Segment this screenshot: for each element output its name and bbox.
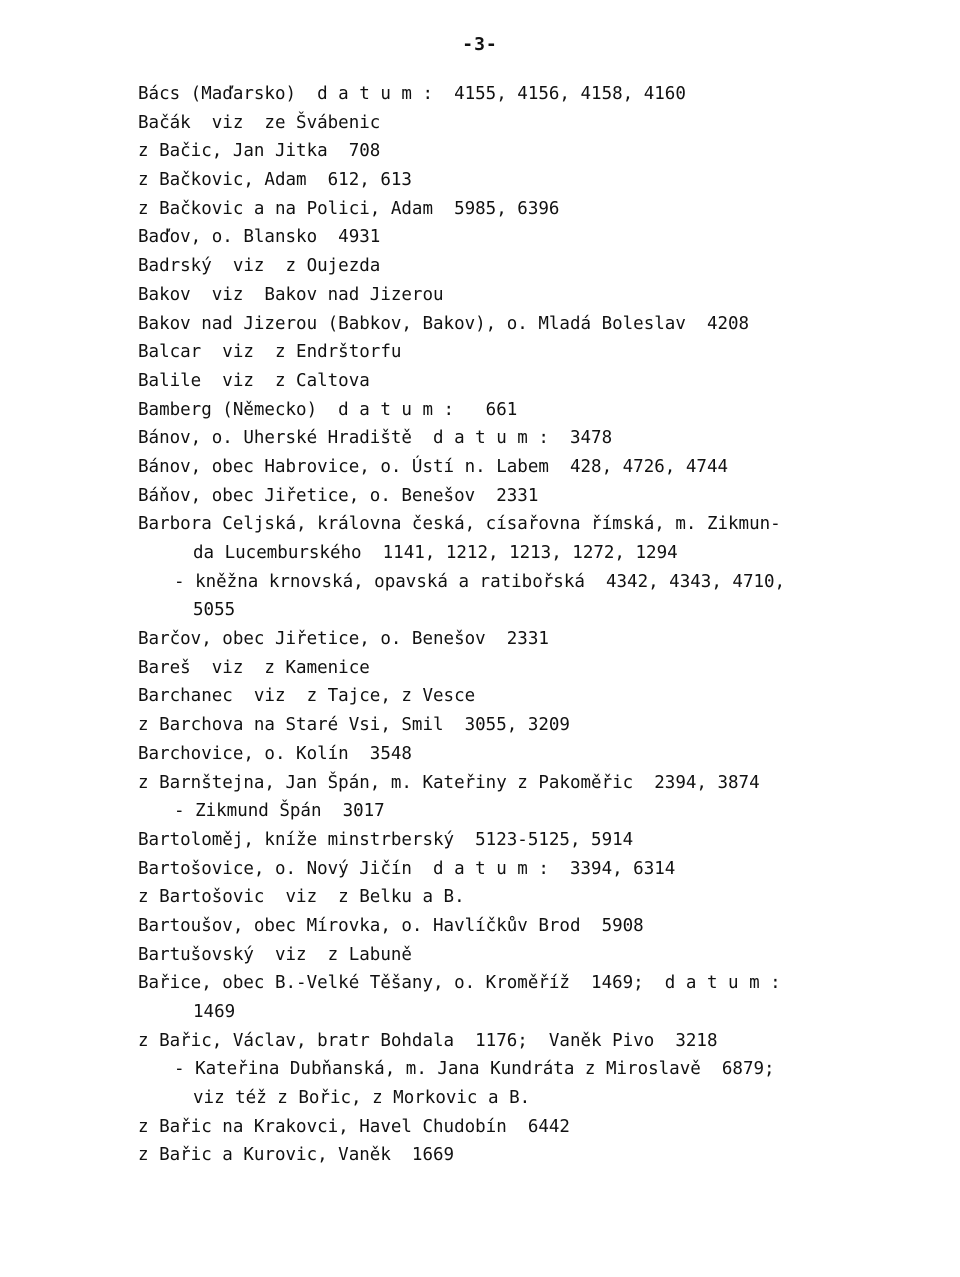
index-entry-continuation: - kněžna krnovská, opavská a ratibořská 4342, 4343, 4710, (174, 571, 786, 592)
index-entry: z Bartošovic viz z Belku a B. (138, 887, 465, 908)
index-entry: Bánov, o. Uherské Hradiště d a t u m : 3478 (138, 428, 613, 449)
page-number: -3- (462, 34, 498, 55)
index-entry-continuation: 1469 (193, 1002, 236, 1022)
index-entry: Bakov viz Bakov nad Jizerou (138, 284, 444, 305)
index-entry: z Barchova na Staré Vsi, Smil 3055, 3209 (138, 715, 570, 736)
index-entry: Bareš viz z Kamenice (138, 657, 370, 678)
index-entry: Bakov nad Jizerou (Babkov, Bakov), o. Mladá Boleslav 4208 (138, 313, 750, 334)
index-entry-continuation: da Lucemburského 1141, 1212, 1213, 1272, 1294 (193, 543, 678, 563)
index-entry: Badrský viz z Oujezda (138, 256, 381, 277)
index-entry: z Bařic, Václav, bratr Bohdala 1176; Vaněk Pivo 3218 (138, 1030, 718, 1051)
index-entry-continuation: - Zikmund Špán 3017 (174, 801, 385, 822)
index-entry: Barčov, obec Jiřetice, o. Benešov 2331 (138, 629, 549, 650)
index-entry: z Bačkovic a na Polici, Adam 5985, 6396 (138, 198, 560, 219)
index-entry: Báňov, obec Jiřetice, o. Benešov 2331 (138, 485, 539, 506)
index-entry: Barchanec viz z Tajce, z Vesce (138, 686, 476, 707)
index-entry: Balile viz z Caltova (138, 370, 370, 391)
index-entry: z Bačkovic, Adam 612, 613 (138, 170, 412, 191)
index-entry: Bartošovice, o. Nový Jičín d a t u m : 3394, 6314 (138, 858, 676, 879)
index-entry: Bács (Maďarsko) d a t u m : 4155, 4156, 4158, 4160 (138, 84, 686, 104)
index-entry: z Bačic, Jan Jitka 708 (138, 141, 381, 162)
index-entry: z Barnštejna, Jan Špán, m. Kateřiny z Pakoměřic 2394, 3874 (138, 772, 760, 793)
index-entry: Bartušovský viz z Labuně (138, 944, 412, 965)
index-entry-continuation: - Kateřina Dubňanská, m. Jana Kundráta z Miroslavě 6879; (174, 1059, 775, 1080)
index-entry-continuation: viz též z Bořic, z Morkovic a B. (193, 1088, 531, 1109)
index-entry: Barbora Celjská, královna česká, císařovna římská, m. Zikmun- (138, 514, 781, 535)
index-entry: Balcar viz z Endrštorfu (138, 342, 402, 363)
index-entry: z Bařic a Kurovic, Vaněk 1669 (138, 1145, 455, 1166)
index-entry-continuation: 5055 (193, 600, 236, 621)
index-entry: Barchovice, o. Kolín 3548 (138, 743, 412, 764)
index-entry: Bartoušov, obec Mírovka, o. Havlíčkův Brod 5908 (138, 915, 644, 936)
index-entry: Bartoloměj, kníže minstrberský 5123-5125, 5914 (138, 829, 634, 850)
index-entry: Baďov, o. Blansko 4931 (138, 227, 381, 248)
index-entry: Bamberg (Německo) d a t u m : 661 (138, 399, 518, 420)
index-entry: Bačák viz ze Švábenic (138, 112, 381, 133)
index-list (138, 80, 858, 1170)
index-entry: Bánov, obec Habrovice, o. Ústí n. Labem 428, 4726, 4744 (138, 456, 729, 477)
index-entry: z Bařic na Krakovci, Havel Chudobín 6442 (138, 1116, 570, 1137)
index-entry: Bařice, obec B.-Velké Těšany, o. Kroměříž 1469; d a t u m : (138, 973, 781, 994)
